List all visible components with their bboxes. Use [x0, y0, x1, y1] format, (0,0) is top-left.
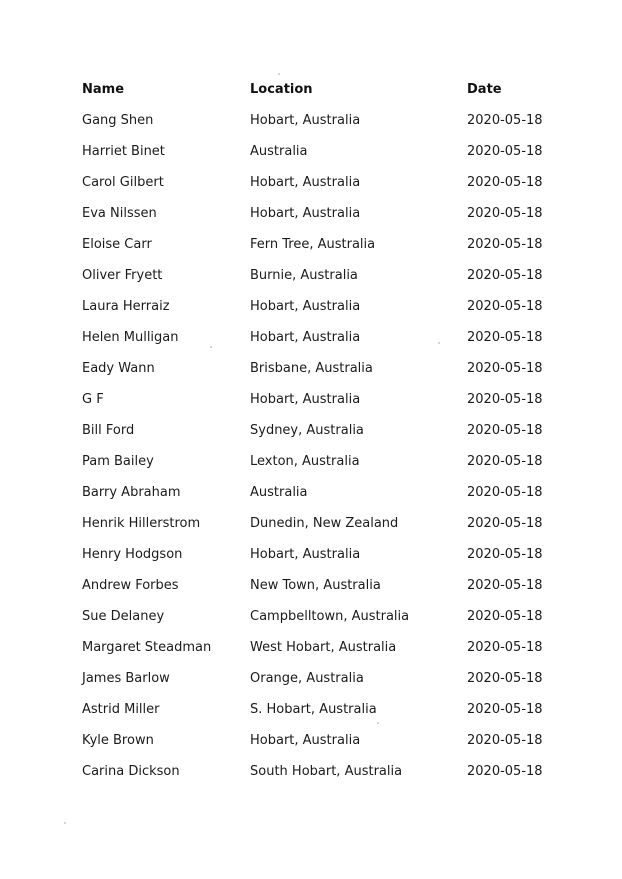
cell-name: Henrik Hillerstrom	[82, 516, 201, 531]
cell-date: 2020-05-18	[467, 578, 543, 593]
table-row	[82, 297, 552, 328]
table-row	[82, 359, 552, 390]
cell-location: Brisbane, Australia	[250, 361, 373, 376]
cell-name: Harriet Binet	[82, 144, 165, 159]
cell-name: Barry Abraham	[82, 485, 181, 500]
cell-name: Pam Bailey	[82, 454, 154, 469]
scan-speck	[210, 346, 212, 348]
cell-name: James Barlow	[82, 671, 170, 686]
table-row	[82, 390, 552, 421]
cell-location: S. Hobart, Australia	[250, 702, 377, 717]
scan-speck	[64, 822, 66, 824]
table-row	[82, 762, 552, 793]
cell-date: 2020-05-18	[467, 454, 543, 469]
cell-name: Henry Hodgson	[82, 547, 183, 562]
cell-date: 2020-05-18	[467, 206, 543, 221]
cell-date: 2020-05-18	[467, 423, 543, 438]
cell-name: Laura Herraiz	[82, 299, 170, 314]
cell-location: Hobart, Australia	[250, 392, 361, 407]
table-row	[82, 173, 552, 204]
cell-date: 2020-05-18	[467, 299, 543, 314]
scan-speck	[278, 73, 280, 75]
table-row	[82, 452, 552, 483]
cell-date: 2020-05-18	[467, 113, 543, 128]
table-row	[82, 514, 552, 545]
cell-location: Campbelltown, Australia	[250, 609, 410, 624]
cell-date: 2020-05-18	[467, 485, 543, 500]
cell-name: Helen Mulligan	[82, 330, 179, 345]
cell-location: Hobart, Australia	[250, 206, 361, 221]
cell-date: 2020-05-18	[467, 671, 543, 686]
cell-name: Margaret Steadman	[82, 640, 212, 655]
cell-date: 2020-05-18	[467, 268, 543, 283]
cell-name: Kyle Brown	[82, 733, 154, 748]
table-header-row	[82, 80, 552, 111]
cell-date: 2020-05-18	[467, 640, 543, 655]
table-row	[82, 669, 552, 700]
cell-name: Carol Gilbert	[82, 175, 164, 190]
column-header-date: Date	[467, 82, 502, 97]
cell-location: West Hobart, Australia	[250, 640, 397, 655]
cell-date: 2020-05-18	[467, 361, 543, 376]
cell-location: Orange, Australia	[250, 671, 364, 686]
cell-name: Carina Dickson	[82, 764, 180, 779]
cell-date: 2020-05-18	[467, 733, 543, 748]
cell-location: Dunedin, New Zealand	[250, 516, 399, 531]
table-body	[82, 111, 552, 793]
cell-name: Eva Nilssen	[82, 206, 157, 221]
table-row	[82, 545, 552, 576]
table-row	[82, 204, 552, 235]
table-row	[82, 483, 552, 514]
cell-date: 2020-05-18	[467, 237, 543, 252]
cell-location: Hobart, Australia	[250, 733, 361, 748]
cell-location: Australia	[250, 144, 308, 159]
table-row	[82, 235, 552, 266]
table-row	[82, 576, 552, 607]
cell-location: Hobart, Australia	[250, 330, 361, 345]
column-header-location: Location	[250, 82, 313, 97]
table-row	[82, 731, 552, 762]
cell-date: 2020-05-18	[467, 609, 543, 624]
table-row	[82, 111, 552, 142]
cell-name: Eady Wann	[82, 361, 155, 376]
cell-date: 2020-05-18	[467, 702, 543, 717]
table-row	[82, 607, 552, 638]
table-row	[82, 638, 552, 669]
table-row	[82, 266, 552, 297]
cell-name: Astrid Miller	[82, 702, 160, 717]
cell-date: 2020-05-18	[467, 392, 543, 407]
cell-location: Fern Tree, Australia	[250, 237, 376, 252]
cell-date: 2020-05-18	[467, 175, 543, 190]
cell-location: New Town, Australia	[250, 578, 381, 593]
table-row	[82, 421, 552, 452]
cell-name: G F	[82, 392, 104, 407]
table-row	[82, 700, 552, 731]
cell-location: Burnie, Australia	[250, 268, 358, 283]
table-row	[82, 328, 552, 359]
table-row	[82, 142, 552, 173]
cell-location: Hobart, Australia	[250, 299, 361, 314]
scan-speck	[377, 722, 379, 724]
cell-name: Bill Ford	[82, 423, 135, 438]
cell-location: Lexton, Australia	[250, 454, 360, 469]
cell-location: South Hobart, Australia	[250, 764, 403, 779]
column-header-name: Name	[82, 82, 125, 97]
cell-location: Hobart, Australia	[250, 547, 361, 562]
cell-name: Andrew Forbes	[82, 578, 179, 593]
cell-date: 2020-05-18	[467, 516, 543, 531]
signatory-table	[82, 80, 552, 793]
cell-date: 2020-05-18	[467, 330, 543, 345]
cell-name: Sue Delaney	[82, 609, 165, 624]
cell-location: Hobart, Australia	[250, 113, 361, 128]
cell-location: Hobart, Australia	[250, 175, 361, 190]
cell-name: Eloise Carr	[82, 237, 152, 252]
cell-name: Gang Shen	[82, 113, 154, 128]
cell-location: Sydney, Australia	[250, 423, 364, 438]
cell-date: 2020-05-18	[467, 144, 543, 159]
cell-date: 2020-05-18	[467, 764, 543, 779]
cell-date: 2020-05-18	[467, 547, 543, 562]
scan-speck	[438, 342, 440, 344]
cell-name: Oliver Fryett	[82, 268, 163, 283]
cell-location: Australia	[250, 485, 308, 500]
